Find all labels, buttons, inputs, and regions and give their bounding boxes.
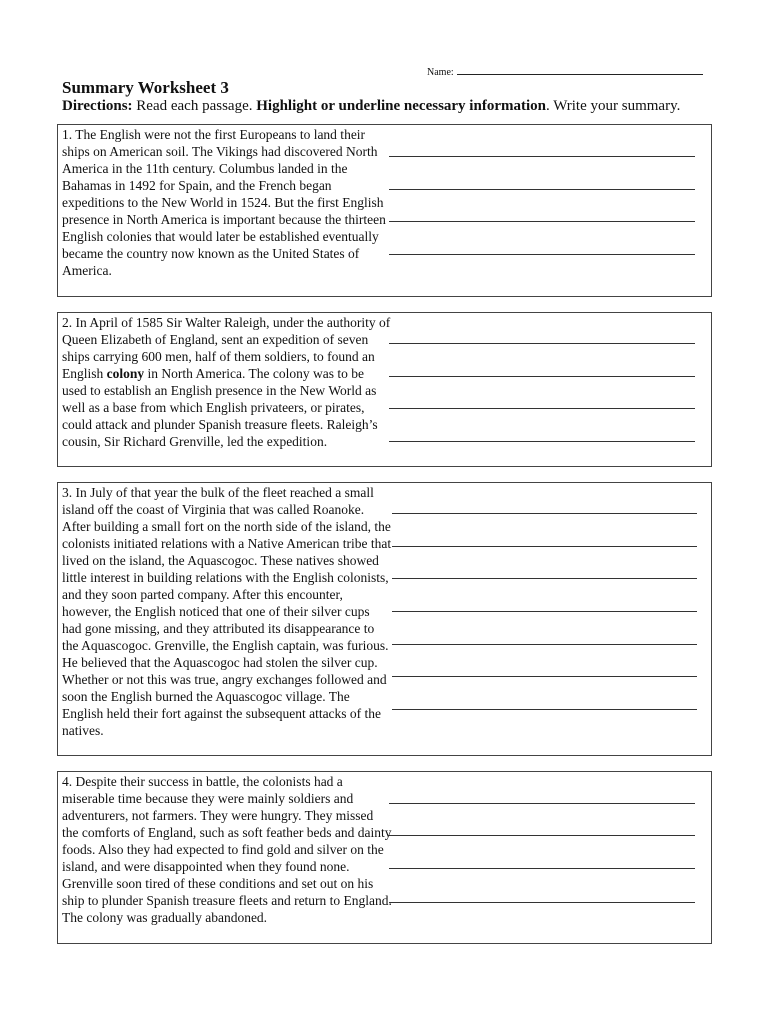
summary-lines-1: [58, 125, 711, 296]
passage-text-4: 4. Despite their success in battle, the colonists had a miserable time because they were mainly soldiers and adventurers, not farmers. They were hungry. They missed the comforts of England, such as soft feather beds and dainty foods. Also they had expected to find gold and silver on the island, and were disappointed when they found none. Grenville soon tired of these conditions and set out on his ship to plunder Spanish treasure fleets and return to England. The colony was gradually abandoned.: [62, 774, 392, 925]
passage-box-2: [57, 312, 712, 467]
directions: [62, 98, 680, 115]
passage-box-3: [57, 482, 712, 756]
summary-line[interactable]: [392, 709, 697, 710]
passage-box-4: [57, 771, 712, 944]
summary-line[interactable]: [389, 376, 695, 377]
summary-line[interactable]: [389, 189, 695, 190]
summary-line[interactable]: [392, 513, 697, 514]
directions-emphasis: Highlight or underline necessary information: [256, 98, 546, 114]
summary-line[interactable]: [389, 803, 695, 804]
summary-line[interactable]: [389, 408, 695, 409]
worksheet-title: Summary Worksheet 3: [62, 78, 229, 97]
passage-text-1: 1. The English were not the first Europeans to land their ships on American soil. The Vikings had discovered North America in the 11th century. Columbus landed in the Bahamas in 1492 for Spain, and the French began expeditions to the New World in 1524. But the first English presence in North America is important because the thirteen English colonies that would later be established eventually became the country now known as the United States of America.: [62, 127, 386, 278]
summary-lines-2: [58, 313, 711, 466]
summary-line[interactable]: [389, 156, 695, 157]
name-row: [427, 66, 703, 78]
summary-line[interactable]: [392, 578, 697, 579]
name-label: Name:: [427, 67, 454, 78]
summary-line[interactable]: [392, 546, 697, 547]
summary-line[interactable]: [389, 221, 695, 222]
passage-text-2-before: 2. In April of 1585 Sir Walter Raleigh, under the authority of Queen Elizabeth of England, sent an expedition of seven ships carrying 600 men, half of them soldiers, to found an English: [62, 315, 391, 381]
directions-text-1: Read each passage.: [132, 98, 257, 114]
summary-line[interactable]: [392, 611, 697, 612]
summary-line[interactable]: [389, 868, 695, 869]
summary-lines-4: [58, 772, 711, 943]
summary-line[interactable]: [389, 835, 695, 836]
name-field[interactable]: [457, 66, 703, 75]
summary-line[interactable]: [389, 441, 695, 442]
summary-lines-3: [58, 483, 711, 755]
passage-box-1: [57, 124, 712, 297]
directions-label: Directions:: [62, 98, 133, 114]
summary-line[interactable]: [389, 902, 695, 903]
keyword-colony: colony: [106, 366, 145, 381]
summary-line[interactable]: [389, 254, 695, 255]
summary-line[interactable]: [392, 644, 697, 645]
passage-text-3: 3. In July of that year the bulk of the fleet reached a small island off the coast of Virginia that was called Roanoke. After building a small fort on the north side of the island, the colonists initiated relations with a Native American tribe that lived on the island, the Aquascogoc. These natives showed little interest in building relations with the English colonists, and they soon parted company. After this encounter, however, the English noticed that one of their silver cups had gone missing, and they attributed its disappearance to the Aquascogoc. Grenville, the English captain, was furious. He believed that the Aquascogoc had stolen the silver cup. Whether or not this was true, angry exchanges followed and soon the English burned the Aquascogoc village. The English held their fort against the subsequent attacks of the natives.: [62, 485, 392, 738]
summary-line[interactable]: [389, 343, 695, 344]
summary-line[interactable]: [392, 676, 697, 677]
directions-text-2: . Write your summary.: [545, 98, 681, 114]
passage-text-2-after: in North America. The colony was to be used to establish an English presence in the New World as well as a base from which English privateers, or pirates, could attack and plunder Spanish treasure fleets. Raleigh’s cousin, Sir Richard Grenville, led the expedition.: [62, 366, 378, 449]
